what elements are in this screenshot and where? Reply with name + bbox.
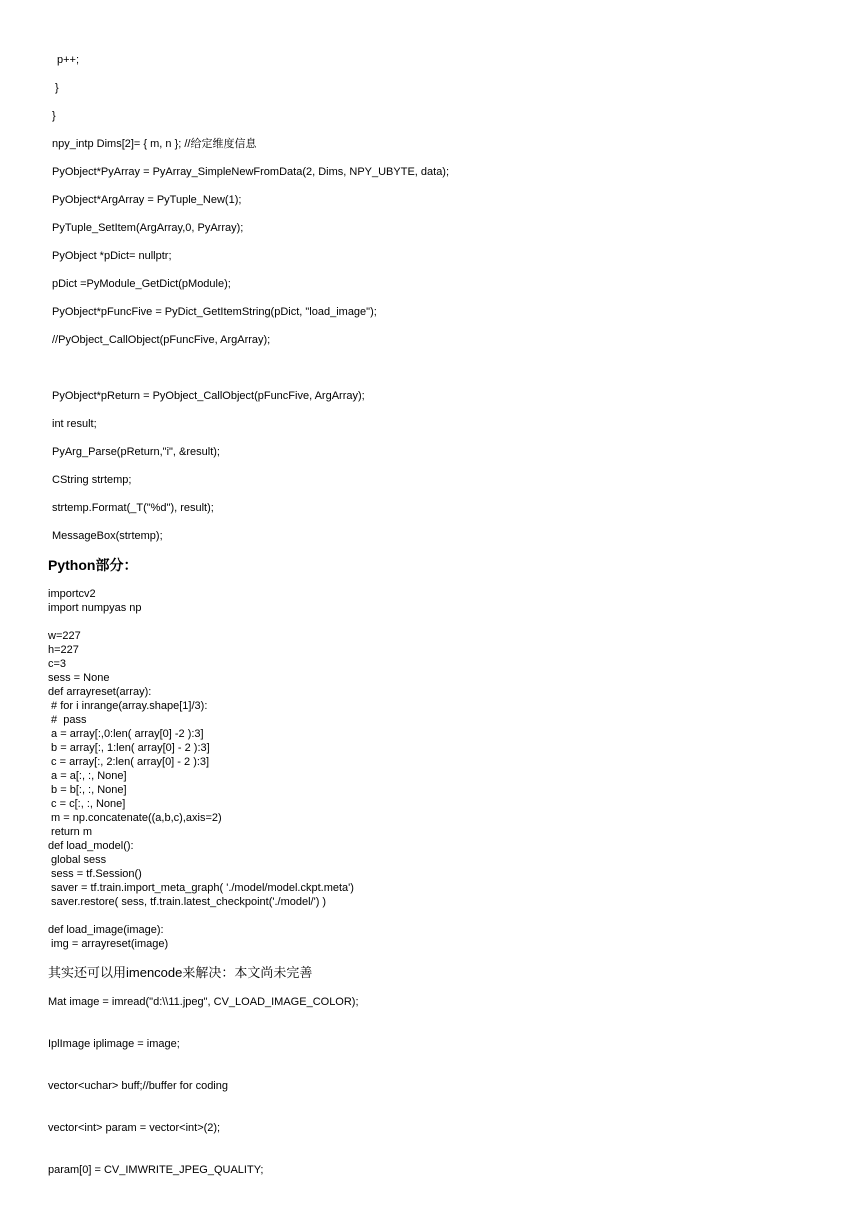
python-line: import numpyas np <box>48 602 142 614</box>
code-line: //PyObject_CallObject(pFuncFive, ArgArray); <box>52 334 271 346</box>
python-line: def arrayreset(array): <box>48 686 152 698</box>
code-line: PyObject*ArgArray = PyTuple_New(1); <box>52 194 242 206</box>
python-line: def load_image(image): <box>48 924 164 936</box>
python-line: c = c[:, :, None] <box>48 798 126 810</box>
python-line: def load_model(): <box>48 840 134 852</box>
section-heading-imencode: 其实还可以用imencode来解决：本文尚未完善 <box>48 965 313 980</box>
python-line: m = np.concatenate((a,b,c),axis=2) <box>48 812 222 824</box>
code-line: PyObject*pReturn = PyObject_CallObject(pFuncFive, ArgArray); <box>52 390 365 402</box>
python-line: b = array[:, 1:len( array[0] - 2 ):3] <box>48 742 210 754</box>
python-line: c=3 <box>48 658 67 670</box>
code-line: CString strtemp; <box>52 474 132 486</box>
code-line: int result; <box>52 418 97 430</box>
code-line: strtemp.Format(_T("%d"), result); <box>52 502 214 514</box>
code-line: vector<uchar> buff;//buffer for coding <box>48 1080 228 1092</box>
code-line: pDict =PyModule_GetDict(pModule); <box>52 278 231 290</box>
section-heading-python: Python部分： <box>48 557 138 573</box>
python-line: a = a[:, :, None] <box>48 770 127 782</box>
python-line: sess = tf.Session() <box>48 868 142 880</box>
python-line: w=227 <box>48 630 81 642</box>
code-line: PyObject *pDict= nullptr; <box>52 250 172 262</box>
code-line: PyObject*pFuncFive = PyDict_GetItemString(pDict, "load_image"); <box>52 306 377 318</box>
python-line: # for i inrange(array.shape[1]/3): <box>48 700 208 712</box>
code-line: vector<int> param = vector<int>(2); <box>48 1122 221 1134</box>
python-line: # pass <box>48 714 87 726</box>
code-line: } <box>52 110 56 122</box>
python-line: c = array[:, 2:len( array[0] - 2 ):3] <box>48 756 210 768</box>
code-line: Mat image = imread("d:\\11.jpeg", CV_LOAD_IMAGE_COLOR); <box>48 996 359 1008</box>
python-line: return m <box>48 826 93 838</box>
code-line: PyObject*PyArray = PyArray_SimpleNewFromData(2, Dims, NPY_UBYTE, data); <box>52 166 450 178</box>
python-line: saver.restore( sess, tf.train.latest_checkpoint('./model/') ) <box>48 896 327 908</box>
python-line: a = array[:,0:len( array[0] -2 ):3] <box>48 728 204 740</box>
code-line: IplImage iplimage = image; <box>48 1038 180 1050</box>
code-line: PyArg_Parse(pReturn,"i", &result); <box>52 446 220 458</box>
code-line: } <box>55 82 59 94</box>
python-line: img = arrayreset(image) <box>48 938 169 950</box>
python-line: sess = None <box>48 672 110 684</box>
python-line: h=227 <box>48 644 79 656</box>
code-line: param[0] = CV_IMWRITE_JPEG_QUALITY; <box>48 1164 264 1176</box>
code-line: PyTuple_SetItem(ArgArray,0, PyArray); <box>52 222 244 234</box>
python-line: saver = tf.train.import_meta_graph( './model/model.ckpt.meta') <box>48 882 354 894</box>
python-line: importcv2 <box>48 588 96 600</box>
python-line: b = b[:, :, None] <box>48 784 127 796</box>
code-line: p++; <box>57 54 80 66</box>
python-line: global sess <box>48 854 107 866</box>
code-line: MessageBox(strtemp); <box>52 530 163 542</box>
code-line: npy_intp Dims[2]= { m, n }; //给定维度信息 <box>52 138 257 150</box>
